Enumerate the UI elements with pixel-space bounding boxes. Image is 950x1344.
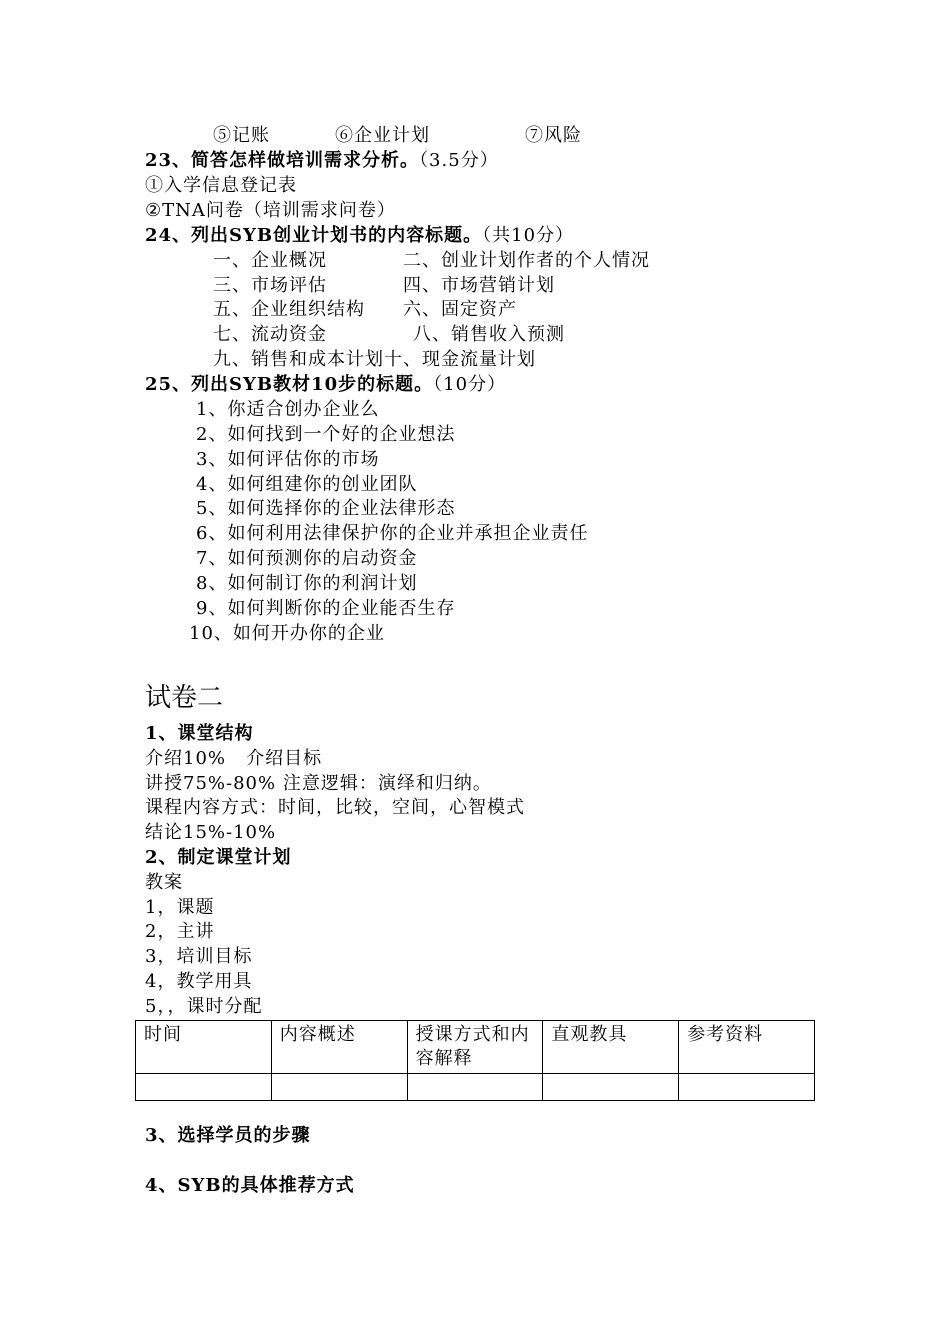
q25-step: 6、如何利用法律保护你的企业并承担企业责任 [196, 523, 589, 544]
q25-score: （10分） [433, 374, 507, 395]
section1-line: 结论15%-10% [145, 822, 277, 843]
section2-heading: 2、制定课堂计划 [145, 847, 292, 868]
section2-line: 4，教学用具 [145, 971, 253, 992]
q25-step: 10、如何开办你的企业 [189, 623, 385, 644]
q25-step: 3、如何评估你的市场 [196, 449, 380, 470]
table-cell [679, 1074, 815, 1101]
q23-answer: ①入学信息登记表 [145, 175, 297, 196]
section2-line: 5，，课时分配 [145, 996, 263, 1017]
q24-question: 24、列出SYB创业计划书的内容标题。 [145, 225, 483, 246]
q24-item: 二、创业计划作者的个人情况 [403, 250, 650, 271]
table-cell [271, 1074, 407, 1101]
q22-item-6: ⑥企业计划 [335, 125, 430, 146]
q24-item-10: 十、现金流量计划 [384, 349, 536, 370]
q24-item [213, 348, 536, 372]
q22-item-7: ⑦风险 [525, 125, 582, 146]
paper2-title: 试卷二 [145, 683, 224, 713]
q25-step: 9、如何判断你的企业能否生存 [196, 598, 456, 619]
table-cell [543, 1074, 679, 1101]
q24-item: 三、市场评估 [213, 275, 327, 296]
section2-line: 3，培训目标 [145, 946, 253, 967]
lesson-plan-table [135, 1020, 815, 1101]
q24-item: 五、企业组织结构 [213, 299, 365, 320]
table-row [136, 1074, 815, 1101]
table-header-row [136, 1021, 815, 1074]
q22-item-5: ⑤记账 [213, 125, 270, 146]
q24-line [145, 224, 574, 248]
section4-heading: 4、SYB的具体推荐方式 [145, 1175, 355, 1196]
q24-item: 八、销售收入预测 [413, 324, 565, 345]
table-header-cell: 参考资料 [679, 1021, 815, 1074]
section2-line: 教案 [145, 872, 183, 893]
q24-item-9: 九、销售和成本计划 [213, 349, 384, 370]
q23-score: （3.5分） [419, 150, 499, 171]
section1-line: 讲授75%-80% 注意逻辑：演绎和归纳。 [145, 773, 492, 794]
q25-step: 1、你适合创办企业么 [196, 399, 380, 420]
table-cell [136, 1074, 272, 1101]
q25-step: 5、如何选择你的企业法律形态 [196, 498, 456, 519]
q25-line [145, 373, 506, 397]
q25-step: 2、如何找到一个好的企业想法 [196, 424, 456, 445]
q24-score: （共10分） [482, 225, 575, 246]
table-header-cell: 直观教具 [543, 1021, 679, 1074]
q25-step: 8、如何制订你的利润计划 [196, 573, 418, 594]
q24-item: 六、固定资产 [403, 299, 517, 320]
q23-line [145, 149, 499, 173]
q25-step: 4、如何组建你的创业团队 [196, 474, 418, 495]
section3-heading: 3、选择学员的步骤 [145, 1125, 311, 1146]
section1-line: 课程内容方式：时间，比较，空间，心智模式 [145, 797, 525, 818]
section1-line: 介绍10% 介绍目标 [145, 748, 323, 769]
section1-heading: 1、课堂结构 [145, 723, 254, 744]
q24-item: 七、流动资金 [213, 324, 327, 345]
table-cell [407, 1074, 543, 1101]
table-header-cell: 授课方式和内容解释 [407, 1021, 543, 1074]
q25-step: 7、如何预测你的启动资金 [196, 548, 418, 569]
q24-item: 一、企业概况 [213, 250, 327, 271]
q23-answer: ②TNA问卷（培训需求问卷） [145, 200, 396, 221]
table-header-cell: 时间 [136, 1021, 272, 1074]
q23-question: 23、简答怎样做培训需求分析。 [145, 150, 420, 171]
q25-question: 25、列出SYB教材10步的标题。 [145, 374, 434, 395]
table-header-cell: 内容概述 [271, 1021, 407, 1074]
q24-item: 四、市场营销计划 [403, 275, 555, 296]
section2-line: 1，课题 [145, 897, 215, 918]
section2-line: 2，主讲 [145, 921, 215, 942]
